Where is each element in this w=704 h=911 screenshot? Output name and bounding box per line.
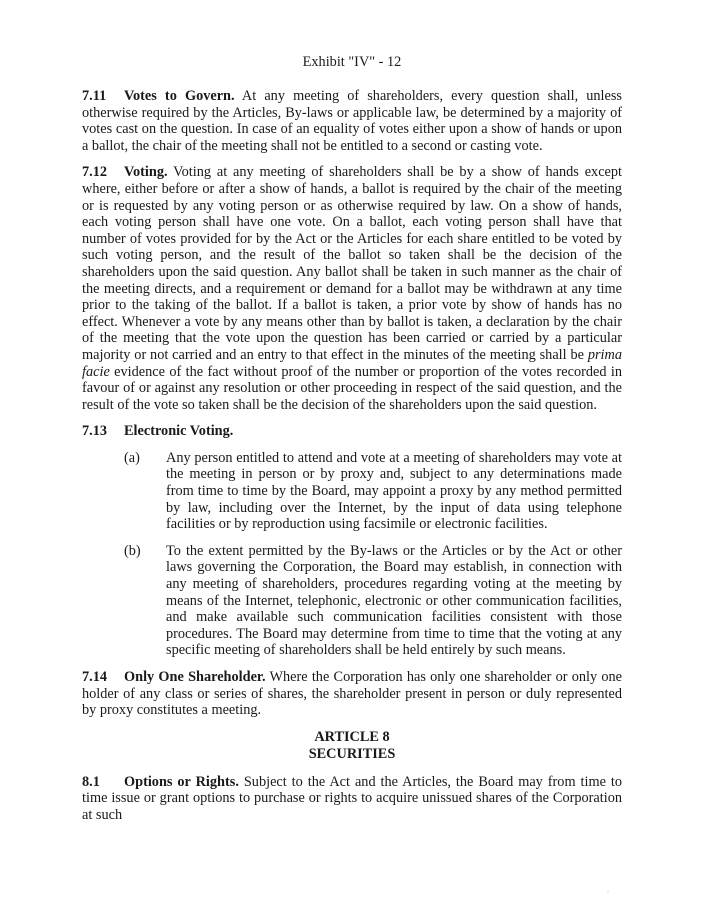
section-7-12 bbox=[82, 164, 622, 413]
section-number: 7.11 bbox=[82, 88, 107, 104]
section-text-continued: evidence of the fact without proof of the number or proportion of the votes recorded in favour of or against any resolution or other proceeding in respect of the said question, and the result of the vote so taken shall be the decision of the shareholders upon the said question. bbox=[82, 363, 622, 413]
section-number: 8.1 bbox=[82, 773, 100, 790]
section-number: 7.13 bbox=[82, 423, 108, 440]
section-title: Votes to Govern. bbox=[124, 88, 235, 104]
subsection-label: (b) bbox=[124, 542, 141, 559]
section-number: 7.14 bbox=[82, 669, 108, 685]
section-text: At any meeting of shareholders, every question shall, unless otherwise required by the Articles, By-laws or applicable law, be determined by a majority of votes cast on the question. In case of an equality of votes either upon a show of hands or upon a ballot, the chair of the meeting shall not be entitled to a second or casting vote. bbox=[82, 88, 622, 154]
document-body bbox=[82, 88, 622, 834]
section-title: Electronic Voting. bbox=[124, 423, 234, 440]
section-7-11 bbox=[82, 88, 622, 154]
subsection-label: (a) bbox=[124, 449, 140, 466]
section-7-14 bbox=[82, 669, 622, 719]
section-text: Subject to the Act and the Articles, the Board may from time to time issue or grant options to purchase or rights to acquire unissued shares of the Corporation at such bbox=[82, 773, 622, 823]
footer-mark: . bbox=[607, 885, 609, 894]
page-header: Exhibit "IV" - 12 bbox=[302, 54, 402, 70]
section-title: Only One Shareholder. bbox=[124, 669, 266, 685]
subsection-text: Any person entitled to attend and vote at a meeting of shareholders may vote at the meeting in person or by proxy and, subject to any determinations made from time to time by the Board, may appoint a proxy by any method permitted by law, including over the Internet, by the input of data using telephone facilities or by reproduction using facsimile or electronic facilities. bbox=[166, 449, 622, 533]
italic-term: prima facie bbox=[82, 346, 622, 380]
section-text: Voting at any meeting of shareholders shall be by a show of hands except where, either before or after a show of hands, a ballot is required by the chair of the meeting or is requested by any voting person or as otherwise required by law. On a show of hands, each voting person shall have one vote. On a ballot, each voting person shall have that number of votes provided for by the Act or the Articles for each share entitled to be voted by such voting person, and the result of the ballot so taken shall be the decision of the shareholders upon the said question. Any ballot shall be taken in such manner as the chair of the meeting directs, and a requirement or demand for a ballot may be withdrawn at any time prior to the taking of the ballot. If a ballot is taken, a prior vote by show of hands has no effect. Whenever a vote by any means other than by ballot is taken, a declaration by the chair of the meeting that the vote upon the question has been carried or carried by a particular majority or not carried and an entry to that effect in the minutes of the meeting shall be bbox=[82, 164, 623, 363]
subsection-b bbox=[82, 543, 622, 659]
article-number: ARTICLE 8 bbox=[314, 728, 390, 745]
section-title: Options or Rights. bbox=[124, 773, 239, 790]
subsection-text: To the extent permitted by the By-laws or the Articles or by the Act or other laws governing the Corporation, the Board may establish, in connection with any meeting of shareholders, procedures regarding voting at the meeting by means of the Internet, telephonic, electronic or other communication facilities, and make available such communication facilities consistent with those procedures. The Board may determine from time to time that the voting at any specific meeting of shareholders shall be held entirely by such means. bbox=[166, 542, 622, 659]
section-text: Where the Corporation has only one shareholder or only one holder of any class or series of shares, the shareholder present in person or duly represented by proxy constitutes a meeting. bbox=[82, 669, 622, 719]
article-title: SECURITIES bbox=[308, 745, 396, 762]
section-7-13-heading bbox=[82, 423, 622, 440]
section-number: 7.12 bbox=[82, 164, 108, 181]
subsection-a bbox=[82, 450, 622, 533]
section-8-1 bbox=[82, 774, 622, 824]
article-8-heading bbox=[82, 729, 622, 763]
section-title: Voting. bbox=[124, 164, 168, 181]
